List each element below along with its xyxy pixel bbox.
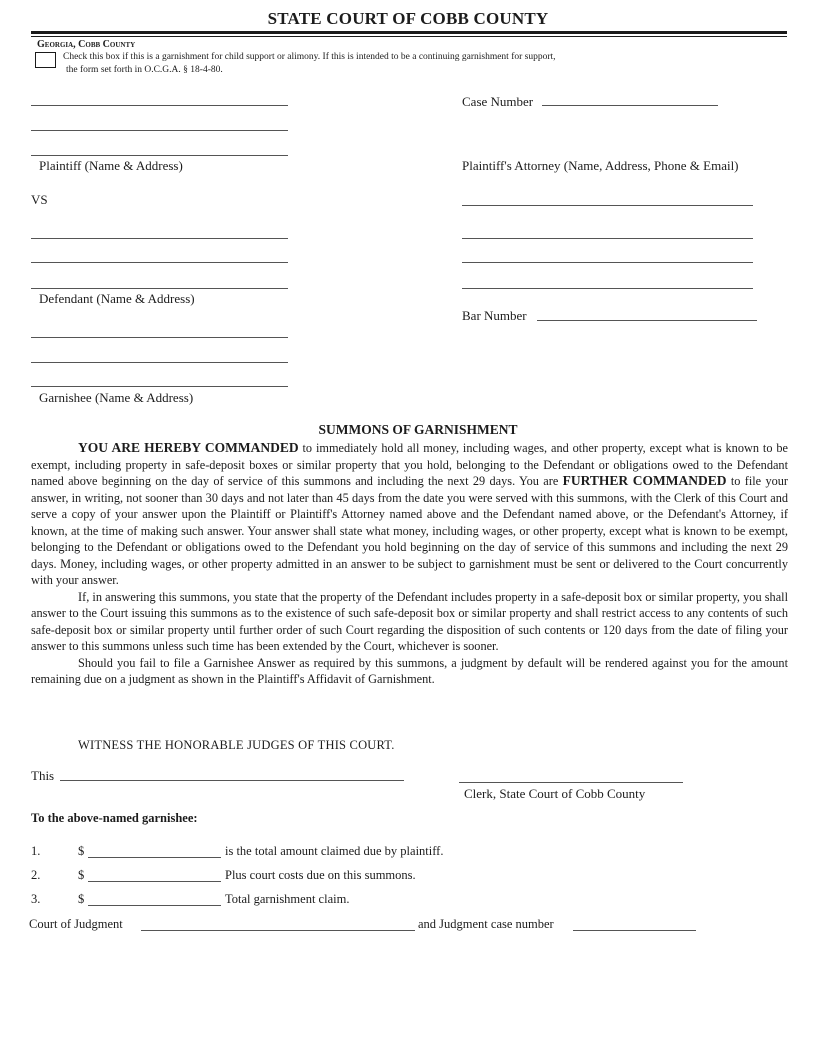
county-label: Georgia, Cobb County	[37, 39, 136, 50]
plaintiff-line-2[interactable]	[31, 130, 288, 131]
item-1-currency: $	[78, 844, 85, 858]
plaintiff-line-3[interactable]	[31, 155, 288, 156]
header-rule-thin	[31, 36, 787, 37]
item-3-amount-field[interactable]	[88, 905, 221, 906]
garnishee-line-3[interactable]	[31, 386, 288, 387]
garnishee-label: Garnishee (Name & Address)	[39, 390, 194, 405]
defendant-line-3[interactable]	[31, 288, 288, 289]
item-3-currency: $	[78, 892, 85, 906]
item-2-number: 2.	[31, 868, 41, 882]
page-title: STATE COURT OF COBB COUNTY	[267, 9, 549, 28]
bar-number-field[interactable]	[537, 320, 757, 321]
item-2-currency: $	[78, 868, 85, 882]
summons-body	[31, 440, 788, 688]
vs-label: VS	[31, 192, 48, 207]
this-label: This	[31, 768, 55, 783]
attorney-line-4[interactable]	[462, 288, 753, 289]
defendant-label: Defendant (Name & Address)	[39, 291, 195, 306]
summons-heading: SUMMONS OF GARNISHMENT	[318, 422, 518, 437]
date-field[interactable]	[60, 780, 404, 781]
further-commanded-bold: FURTHER COMMANDED	[562, 473, 727, 488]
attorney-line-1[interactable]	[462, 205, 753, 206]
plaintiff-line-1[interactable]	[31, 105, 288, 106]
attorney-line-3[interactable]	[462, 262, 753, 263]
item-3-text: Total garnishment claim.	[225, 892, 350, 906]
judgment-case-number-label: and Judgment case number	[418, 917, 554, 931]
judgment-case-number-field[interactable]	[573, 930, 696, 931]
checkbox-text-line1: Check this box if this is a garnishment for child support or alimony. If this is intended to be a continuing garnishment for support,	[63, 52, 556, 62]
court-of-judgment-field[interactable]	[141, 930, 415, 931]
plaintiff-label: Plaintiff (Name & Address)	[39, 158, 183, 173]
attorney-line-2[interactable]	[462, 238, 753, 239]
defendant-line-2[interactable]	[31, 262, 288, 263]
summons-p1-text1: to immediately hold all money, including wages, and other property, except what is known to be exempt, including property in safe-deposit boxes or similar property that you hold, belonging to the Defendant or obligations owed to the Defendant named above beginning on the day of service of this summons and including the next 29 days. You are	[31, 441, 788, 488]
plaintiff-attorney-label: Plaintiff's Attorney (Name, Address, Phone & Email)	[462, 158, 739, 173]
commanded-bold: YOU ARE HEREBY COMMANDED	[78, 440, 299, 455]
summons-paragraph-3: Should you fail to file a Garnishee Answer as required by this summons, a judgment by default will be rendered against you for the amount remaining due on a judgment as shown in the Plaintiff's Affidavit of Garnishment.	[31, 655, 788, 686]
defendant-line-1[interactable]	[31, 238, 288, 239]
summons-paragraph-1	[31, 440, 788, 589]
checkbox-text-line2: the form set forth in O.C.G.A. § 18-4-80.	[66, 65, 223, 75]
case-number-label: Case Number	[462, 94, 534, 109]
header-rule-thick	[31, 31, 787, 34]
item-2-text: Plus court costs due on this summons.	[225, 868, 416, 882]
court-of-judgment-label: Court of Judgment	[29, 917, 123, 931]
item-1-number: 1.	[31, 844, 41, 858]
item-1-amount-field[interactable]	[88, 857, 221, 858]
item-2-amount-field[interactable]	[88, 881, 221, 882]
item-1-text: is the total amount claimed due by plaintiff.	[225, 844, 444, 858]
clerk-label: Clerk, State Court of Cobb County	[464, 786, 646, 801]
case-number-field[interactable]	[542, 105, 718, 106]
witness-statement: WITNESS THE HONORABLE JUDGES OF THIS COURT.	[78, 738, 395, 752]
clerk-signature-line[interactable]	[459, 782, 683, 783]
item-3-number: 3.	[31, 892, 41, 906]
summons-paragraph-2: If, in answering this summons, you state that the property of the Defendant includes property in a safe-deposit box or similar property, you shall answer to the Court issuing this summons as to the existence of such safe-deposit box or similar property and shall restrict access to any contents of such safe-deposit box or similar property until further order of such Court regarding the disposition of such contents or 120 days from the date of filing your answer to this summons unless such time has been extended by the Court, whichever is sooner.	[31, 589, 788, 653]
bar-number-label: Bar Number	[462, 308, 527, 323]
garnishee-line-1[interactable]	[31, 337, 288, 338]
garnishee-section-heading: To the above-named garnishee:	[31, 811, 198, 825]
garnishee-line-2[interactable]	[31, 362, 288, 363]
summons-p1-text2: to file your answer, in writing, not sooner than 30 days and not later than 45 days from the date you were served with this summons, with the Clerk of this Court and serve a copy of your answer upon the Plaintiff or Plaintiff's Attorney named above and the Defendant named above, or the Defendant's Attorney, if known, at the time of making such answer. Your answer shall state what money, including wages, or other property, except what is known to be exempt, belonging to the Defendant or obligations owed to the Defendant you hold beginning on the day of service of this summons and including the next 29 days. Money, including wages, or other property admitted in an answer to be subject to garnishment must be sent or delivered to the Court concurrently with your answer.	[31, 474, 789, 587]
child-support-checkbox[interactable]	[35, 52, 56, 68]
